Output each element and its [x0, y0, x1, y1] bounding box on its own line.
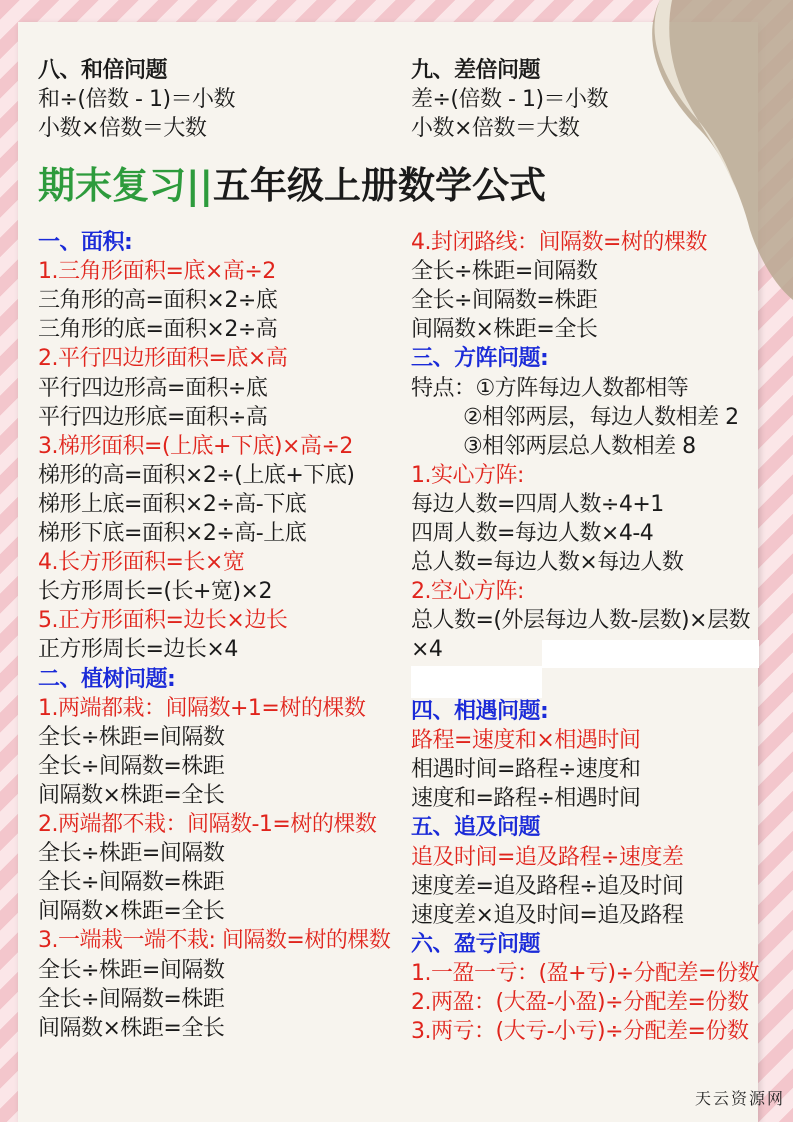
formula-line: 差÷(倍数 - 1)＝小数	[411, 87, 609, 112]
formula-line: 总人数=(外层每边人数-层数)×层数	[411, 608, 750, 634]
formula-line: 全长÷株距=间隔数	[411, 259, 598, 285]
formula-line: 3.一端栽一端不栽: 间隔数=树的棵数	[38, 928, 391, 954]
watermark: 天云资源网	[695, 1089, 786, 1108]
formula-line: 速度差×追及时间=追及路程	[411, 902, 684, 928]
formula-line: 4.长方形面积=长×宽	[38, 550, 245, 576]
formula-line: 全长÷间隔数=株距	[38, 986, 225, 1012]
formula-line: 1.两端都栽：间隔数+1=树的棵数	[38, 695, 366, 721]
formula-line: 5.正方形面积=边长×边长	[38, 608, 288, 634]
formula-line: 每边人数=四周人数÷4+1	[411, 491, 664, 517]
formula-line: 1.三角形面积=底×高÷2	[38, 259, 276, 285]
formula-line: 特点：①方阵每边人数都相等	[411, 375, 689, 401]
formula-line: 梯形的高=面积×2÷(上底+下底)	[38, 462, 355, 488]
page-title	[38, 163, 546, 209]
section-heading: 四、相遇问题:	[411, 699, 549, 724]
formula-line: 梯形上底=面积×2÷高-下底	[38, 491, 307, 517]
section-heading-diff-multiple: 九、差倍问题	[411, 58, 541, 83]
page-title-green: 期末复习||	[38, 164, 214, 207]
formula-line: 全长÷株距=间隔数	[38, 841, 225, 867]
formula-line: 路程=速度和×相遇时间	[411, 728, 641, 754]
formula-line: 3.两亏：(大亏-小亏)÷分配差=份数	[411, 1019, 749, 1045]
section-heading: 二、植树问题:	[38, 666, 176, 692]
blank-patch	[411, 666, 542, 698]
formula-line: 2.两盈：(大盈-小盈)÷分配差=份数	[411, 990, 749, 1015]
formula-line: 梯形下底=面积×2÷高-上底	[38, 521, 307, 546]
formula-line: 2.平行四边形面积=底×高	[38, 346, 288, 372]
section-heading-sum-multiple: 八、和倍问题	[38, 58, 168, 83]
formula-line: ×4	[411, 637, 443, 663]
formula-line: 和÷(倍数 - 1)＝小数	[38, 87, 236, 112]
formula-line: 平行四边形底=面积÷高	[38, 404, 268, 430]
formula-line: 总人数=每边人数×每边人数	[411, 550, 684, 576]
formula-line: 全长÷株距=间隔数	[38, 957, 225, 983]
formula-line: 速度差=追及路程÷追及时间	[411, 873, 684, 899]
formula-line: 小数×倍数＝大数	[38, 116, 207, 141]
formula-line: 追及时间=追及路程÷速度差	[411, 844, 684, 870]
formula-line: 间隔数×株距=全长	[38, 1015, 225, 1041]
formula-line: 1.实心方阵:	[411, 462, 524, 488]
formula-line: 平行四边形高=面积÷底	[38, 375, 268, 401]
formula-line: ③相邻两层总人数相差 8	[411, 433, 696, 459]
formula-line: 速度和=路程÷相遇时间	[411, 786, 641, 812]
formula-line: 3.梯形面积=(上底+下底)×高÷2	[38, 433, 353, 459]
page-title-dark: 五年级上册数学公式	[213, 164, 547, 207]
formula-line: 三角形的底=面积×2÷高	[38, 317, 278, 343]
formula-line: ②相邻两层，每边人数相差 2	[411, 404, 739, 430]
blank-patch	[542, 640, 759, 668]
formula-line: 间隔数×株距=全长	[38, 899, 225, 925]
formula-line: 间隔数×株距=全长	[38, 782, 225, 808]
formula-line: 全长÷间隔数=株距	[38, 753, 225, 779]
formula-line: 全长÷间隔数=株距	[411, 288, 598, 314]
formula-line: 相遇时间=路程÷速度和	[411, 757, 641, 783]
formula-line: 四周人数=每边人数×4-4	[411, 521, 654, 546]
formula-line: 正方形周长=边长×4	[38, 637, 238, 663]
formula-line: 三角形的高=面积×2÷底	[38, 288, 278, 314]
formula-line: 4.封闭路线：间隔数=树的棵数	[411, 230, 707, 255]
formula-line: 全长÷株距=间隔数	[38, 724, 225, 750]
formula-line: 间隔数×株距=全长	[411, 317, 598, 343]
formula-line: 全长÷间隔数=株距	[38, 870, 225, 896]
section-heading: 三、方阵问题:	[411, 346, 549, 372]
formula-line: 小数×倍数＝大数	[411, 116, 580, 141]
section-heading: 五、追及问题	[411, 815, 541, 841]
formula-line: 1.一盈一亏：(盈+亏)÷分配差=份数	[411, 960, 759, 986]
formula-line: 2.两端都不栽：间隔数-1=树的棵数	[38, 812, 377, 837]
section-heading: 一、面积:	[38, 230, 133, 255]
formula-line: 长方形周长=(长+宽)×2	[38, 579, 272, 605]
formula-line: 2.空心方阵:	[411, 579, 524, 605]
section-heading: 六、盈亏问题	[411, 931, 541, 957]
